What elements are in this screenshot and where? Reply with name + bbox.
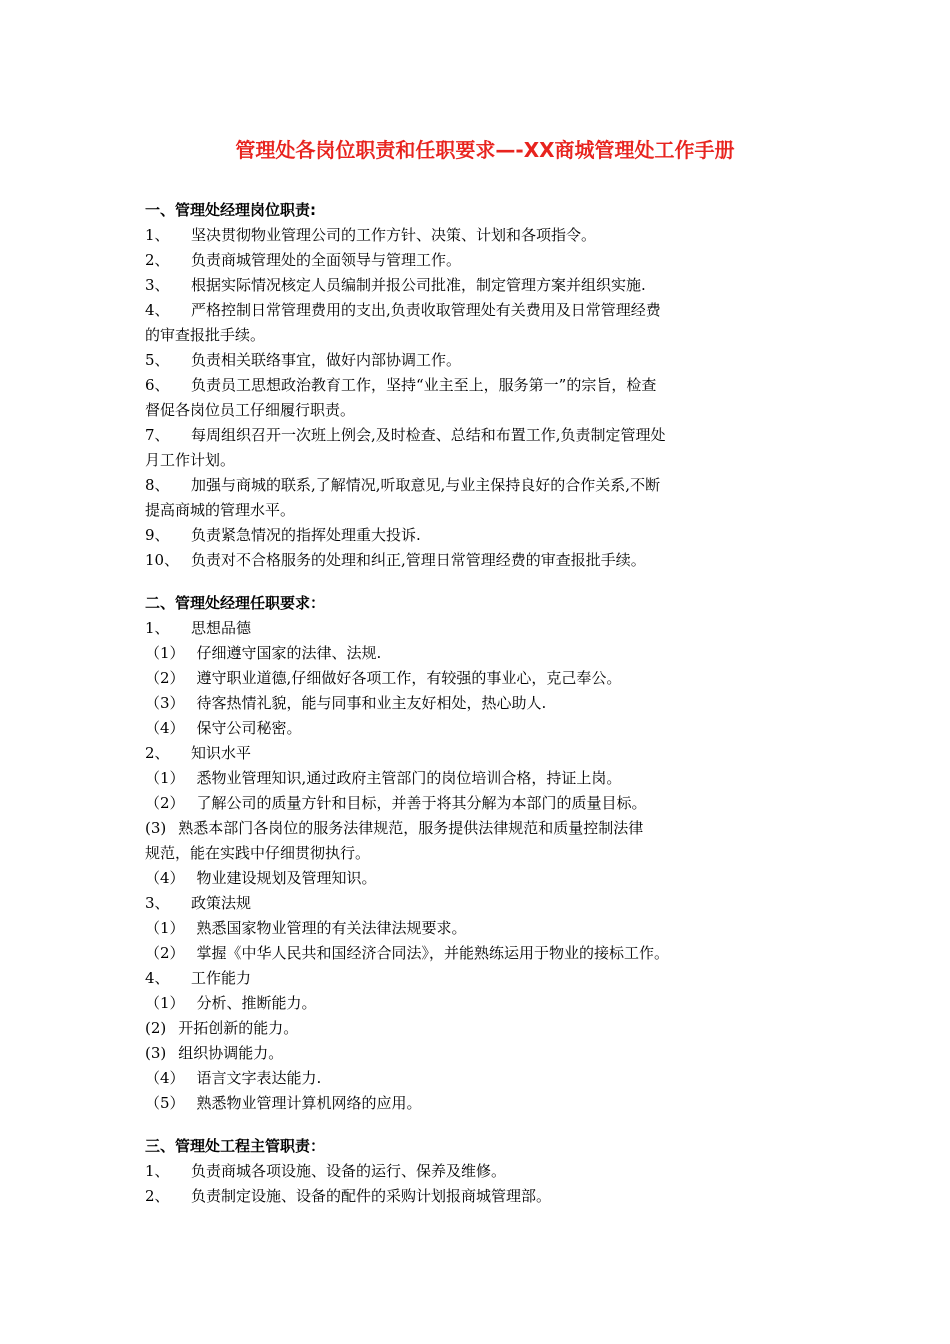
sub-list-item: [145, 816, 825, 841]
item-number: （1）: [145, 994, 185, 1012]
item-number: 10、: [145, 551, 180, 569]
item-text: 悉物业管理知识,通过政府主管部门的岗位培训合格，持证上岗。: [196, 769, 622, 787]
item-text: 物业建设规划及管理知识。: [196, 869, 377, 887]
item-number: 4、: [145, 969, 170, 987]
sub-list-item: [145, 1041, 825, 1066]
item-text-continuation: 提高商城的管理水平。: [145, 501, 296, 519]
list-item: [145, 1184, 825, 1209]
document-title: 管理处各岗位职责和任职要求—-XX商城管理处工作手册: [235, 138, 735, 162]
item-number: 5、: [145, 351, 170, 369]
list-item: [145, 273, 825, 298]
item-number: （2）: [145, 794, 185, 812]
document-body: [145, 198, 825, 1209]
item-text-continuation: 督促各岗位员工仔细履行职责。: [145, 401, 356, 419]
item-number: 8、: [145, 476, 170, 494]
section-1: [145, 198, 825, 573]
section-3: [145, 1134, 825, 1209]
document-page: [145, 132, 825, 1227]
item-text: 掌握《中华人民共和国经济合同法》，并能熟练运用于物业的接标工作。: [196, 944, 670, 962]
item-text: 遵守职业道德,仔细做好各项工作，有较强的事业心，克己奉公。: [196, 669, 622, 687]
sub-list-item: [145, 691, 825, 716]
section-heading: 二、管理处经理任职要求：: [145, 594, 326, 612]
item-text: 知识水平: [191, 744, 252, 762]
list-item: [145, 741, 825, 766]
sub-list-item: [145, 641, 825, 666]
list-item: [145, 423, 825, 448]
sub-list-item: [145, 716, 825, 741]
sub-list-item: [145, 766, 825, 791]
list-item: [145, 248, 825, 273]
sub-list-item: [145, 866, 825, 891]
item-number: (2): [145, 1019, 167, 1037]
item-number: 7、: [145, 426, 170, 444]
sub-list-item: [145, 991, 825, 1016]
item-text: 组织协调能力。: [178, 1044, 284, 1062]
item-text-continuation: 的审查报批手续。: [145, 326, 266, 344]
item-text: 负责制定设施、设备的配件的采购计划报商城管理部。: [191, 1187, 552, 1205]
item-number: 2、: [145, 744, 170, 762]
item-text: 思想品德: [191, 619, 252, 637]
sub-list-item: [145, 1016, 825, 1041]
item-text: 保守公司秘密。: [196, 719, 302, 737]
item-text: 每周组织召开一次班上例会,及时检查、总结和布置工作,负责制定管理处: [191, 426, 666, 444]
item-number: 2、: [145, 251, 170, 269]
item-number: 1、: [145, 619, 170, 637]
item-text: 政策法规: [191, 894, 252, 912]
item-text: 工作能力: [191, 969, 252, 987]
item-text: 语言文字表达能力.: [196, 1069, 322, 1087]
section-heading: 一、管理处经理岗位职责:: [145, 201, 316, 219]
list-item: [145, 523, 825, 548]
item-text: 严格控制日常管理费用的支出,负责收取管理处有关费用及日常管理经费: [191, 301, 661, 319]
item-number: （2）: [145, 669, 185, 687]
item-number: （2）: [145, 944, 185, 962]
sub-list-item: [145, 916, 825, 941]
item-number: 6、: [145, 376, 170, 394]
item-text: 熟悉国家物业管理的有关法律法规要求。: [196, 919, 467, 937]
item-text: 熟悉物业管理计算机网络的应用。: [196, 1094, 422, 1112]
list-item: [145, 966, 825, 991]
sub-list-item: [145, 941, 825, 966]
item-number: 1、: [145, 1162, 170, 1180]
sub-list-item: [145, 791, 825, 816]
item-text: 分析、推断能力。: [196, 994, 317, 1012]
item-number: (3): [145, 1044, 167, 1062]
item-text: 了解公司的质量方针和目标，并善于将其分解为本部门的质量目标。: [196, 794, 647, 812]
sub-list-item: [145, 1091, 825, 1116]
list-item: [145, 223, 825, 248]
list-item: [145, 1159, 825, 1184]
item-text: 待客热情礼貌，能与同事和业主友好相处，热心助人.: [196, 694, 547, 712]
list-item: [145, 373, 825, 398]
item-text: 负责对不合格服务的处理和纠正,管理日常管理经费的审查报批手续。: [191, 551, 646, 569]
item-number: （4）: [145, 1069, 185, 1087]
section-heading: 三、管理处工程主管职责：: [145, 1137, 326, 1155]
item-text-continuation: 月工作计划。: [145, 451, 236, 469]
item-text: 根据实际情况核定人员编制并报公司批准，制定管理方案并组织实施.: [191, 276, 646, 294]
item-text: 负责员工思想政治教育工作，坚持“业主至上，服务第一”的宗旨，检查: [191, 376, 657, 394]
list-item: [145, 348, 825, 373]
item-number: (3): [145, 819, 167, 837]
item-text: 负责紧急情况的指挥处理重大投诉.: [191, 526, 421, 544]
item-number: （5）: [145, 1094, 185, 1112]
list-item: [145, 616, 825, 641]
list-item: [145, 891, 825, 916]
item-number: 3、: [145, 894, 170, 912]
item-text: 负责商城管理处的全面领导与管理工作。: [191, 251, 462, 269]
section-2: [145, 591, 825, 1116]
item-number: （4）: [145, 869, 185, 887]
list-item: [145, 473, 825, 498]
item-text: 加强与商城的联系,了解情况,听取意见,与业主保持良好的合作关系,不断: [191, 476, 661, 494]
sub-list-item: [145, 1066, 825, 1091]
item-number: （1）: [145, 919, 185, 937]
item-text: 坚决贯彻物业管理公司的工作方针、决策、计划和各项指令。: [191, 226, 597, 244]
item-text: 负责相关联络事宜，做好内部协调工作。: [191, 351, 462, 369]
item-number: 2、: [145, 1187, 170, 1205]
item-number: 9、: [145, 526, 170, 544]
item-number: 1、: [145, 226, 170, 244]
item-number: 4、: [145, 301, 170, 319]
item-text: 负责商城各项设施、设备的运行、保养及维修。: [191, 1162, 507, 1180]
item-number: （4）: [145, 719, 185, 737]
item-text: 熟悉本部门各岗位的服务法律规范，服务提供法律规范和质量控制法律: [178, 819, 644, 837]
item-text-continuation: 规范，能在实践中仔细贯彻执行。: [145, 844, 371, 862]
item-number: （1）: [145, 644, 185, 662]
item-number: （1）: [145, 769, 185, 787]
item-text: 开拓创新的能力。: [178, 1019, 299, 1037]
item-text: 仔细遵守国家的法律、法规.: [196, 644, 382, 662]
sub-list-item: [145, 666, 825, 691]
item-number: 3、: [145, 276, 170, 294]
list-item: [145, 298, 825, 323]
list-item: [145, 548, 825, 573]
item-number: （3）: [145, 694, 185, 712]
